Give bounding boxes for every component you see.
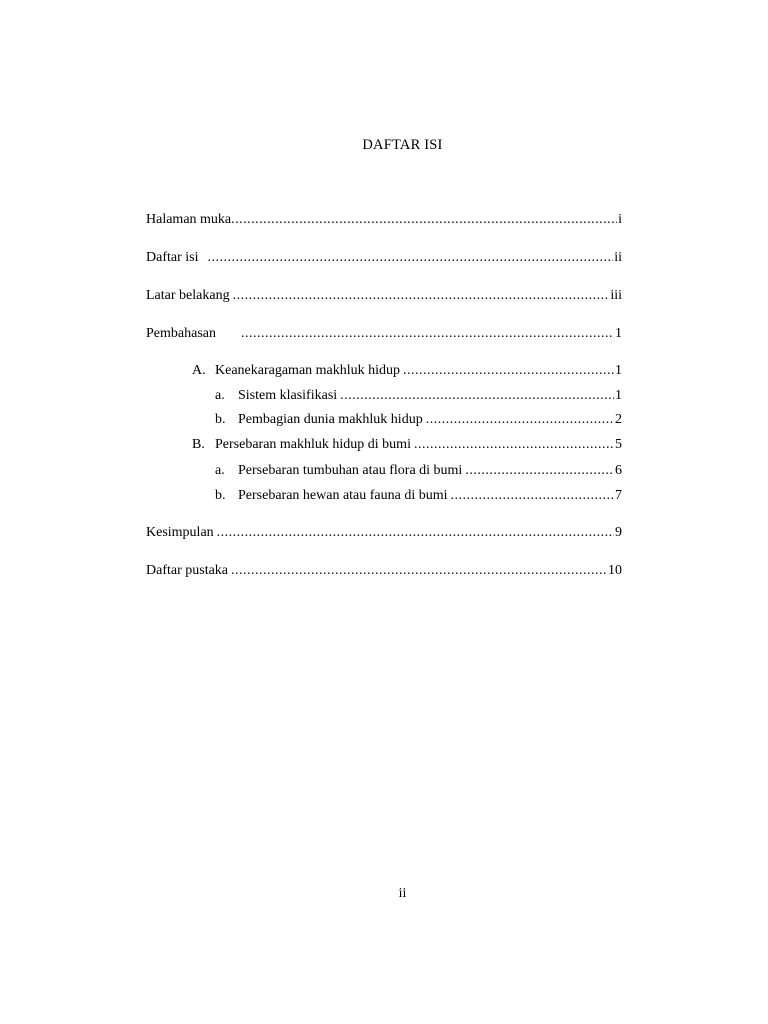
toc-entry-subsection-b-b [215,486,622,506]
toc-entry-label: Persebaran tumbuhan atau flora di bumi [238,463,463,478]
toc-leader-dots [241,324,614,344]
toc-entry-page: 1 [615,388,622,403]
toc-entry-page: ii [614,250,622,265]
toc-entry-section-b [192,435,622,455]
toc-entry-label: Latar belakang [146,288,230,303]
toc-leader-dots [426,410,614,430]
toc-entry-latar-belakang [146,286,622,306]
toc-entry-marker: B. [192,437,205,452]
footer-page-number: ii [398,886,407,901]
toc-entry-halaman-muka [146,210,622,230]
toc-entry-page: iii [610,288,622,303]
toc-entry-label: Keanekaragaman makhluk hidup [215,363,401,378]
toc-leader-dots [207,248,613,268]
page-title: DAFTAR ISI [362,137,443,153]
toc-entry-kesimpulan [146,523,622,543]
toc-entry-subsection-a-a [215,386,622,406]
toc-entry-daftar-isi [146,248,622,268]
toc-entry-section-a [192,361,622,381]
toc-leader-dots [231,210,617,230]
toc-entry-page: 9 [615,525,622,540]
toc-leader-dots [231,561,607,581]
toc-entry-label: Sistem klasifikasi [238,388,338,403]
toc-entry-subsection-b-a [215,461,622,481]
toc-entry-marker: b. [215,412,226,427]
toc-entry-label: Halaman muka [146,212,232,227]
toc-leader-dots [465,461,614,481]
toc-entry-label: Pembagian dunia makhluk hidup [238,412,423,427]
toc-entry-label: Persebaran hewan atau fauna di bumi [238,488,448,503]
toc-entry-page: 7 [615,488,622,503]
toc-entry-page: 1 [615,326,622,341]
toc-entry-marker: A. [192,363,206,378]
toc-entry-page: 2 [615,412,622,427]
toc-leader-dots [217,523,614,543]
toc-entry-label: Persebaran makhluk hidup di bumi [215,437,411,452]
toc-leader-dots [340,386,614,406]
toc-entry-label: Daftar pustaka [146,563,229,578]
toc-entry-page: 5 [615,437,622,452]
toc-entry-daftar-pustaka [146,561,622,581]
toc-entry-marker: a. [215,463,225,478]
toc-entry-page: 1 [615,363,622,378]
toc-entry-label: Kesimpulan [146,525,214,540]
toc-entry-marker: b. [215,488,226,503]
toc-entry-page: i [618,212,622,227]
toc-leader-dots [451,486,614,506]
toc-entry-page: 10 [608,563,622,578]
toc-leader-dots [414,435,614,455]
toc-leader-dots [403,361,614,381]
toc-entry-label: Pembahasan [146,326,216,341]
toc-entry-pembahasan [146,324,622,344]
toc-leader-dots [233,286,610,306]
toc-entry-marker: a. [215,388,225,403]
toc-entry-page: 6 [615,463,622,478]
toc-entry-label: Daftar isi [146,250,199,265]
toc-entry-subsection-a-b [215,410,622,430]
